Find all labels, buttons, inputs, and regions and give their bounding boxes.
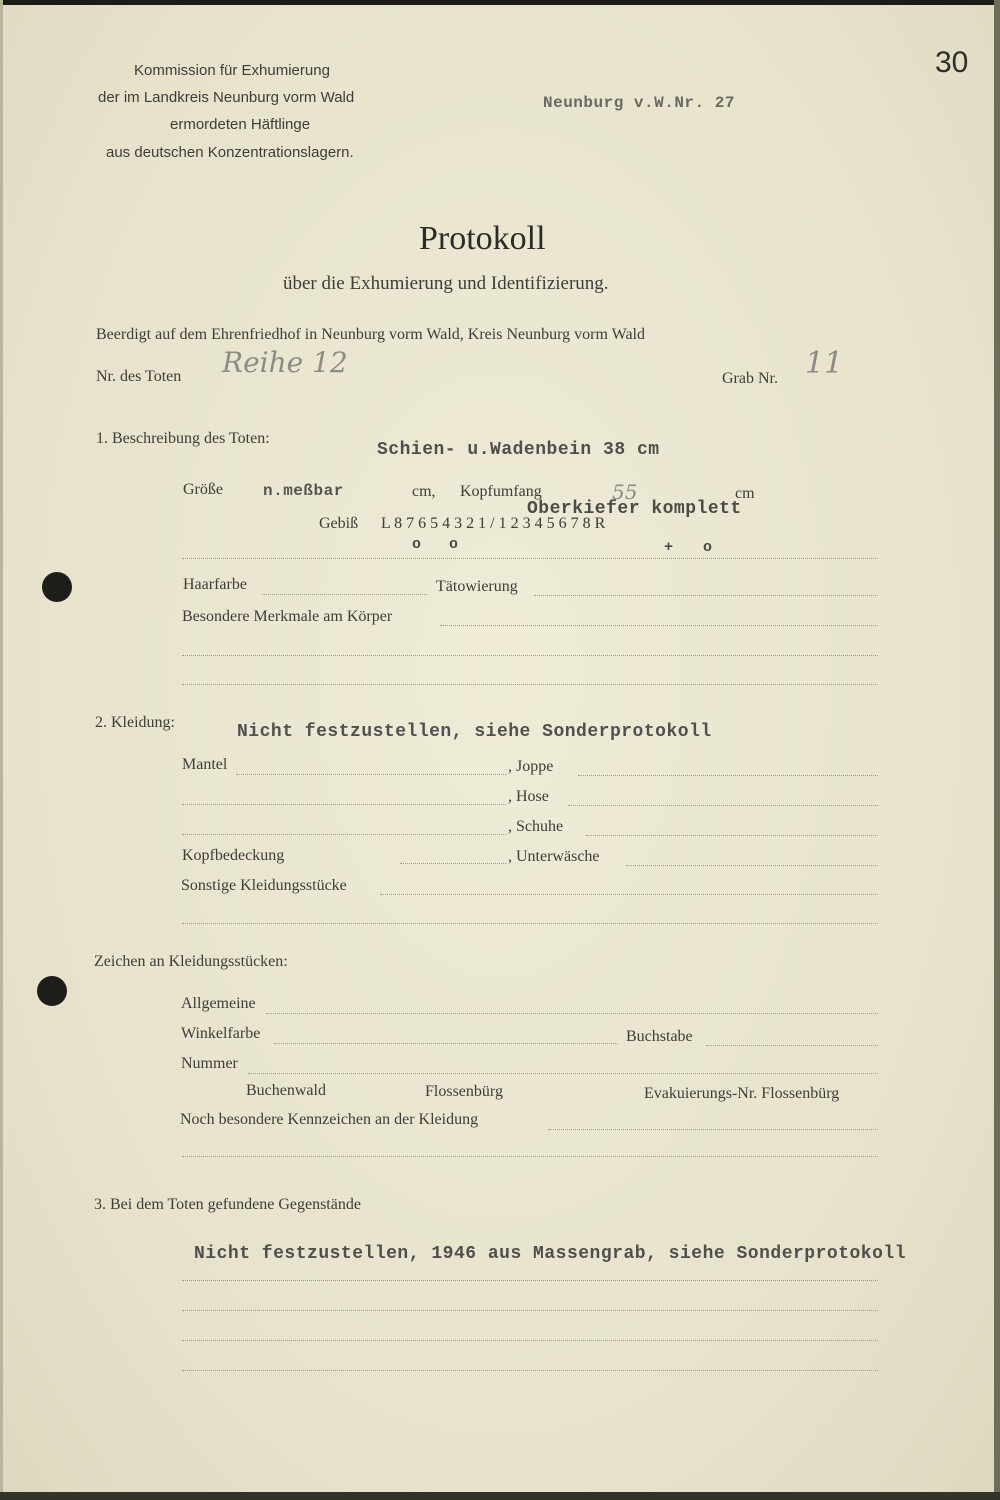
body-features-field: [440, 625, 878, 626]
buchenwald-label: Buchenwald: [246, 1082, 326, 1099]
underwear-label: , Unterwäsche: [508, 848, 600, 865]
right-edge: [994, 0, 1000, 1500]
evacuation-number-label: Evakuierungs-Nr. Flossenbürg: [644, 1085, 840, 1102]
head-circumference-value: 55: [612, 480, 638, 504]
burial-line: Beerdigt auf dem Ehrenfriedhof in Neunburg vorm Wald, Kreis Neunburg vorm Wald: [96, 326, 645, 343]
number-label: Nummer: [181, 1055, 238, 1072]
bottom-edge: [0, 1492, 1000, 1500]
items-line-4: [182, 1370, 878, 1371]
items-line-2: [182, 1310, 878, 1311]
body-features-line-2: [182, 655, 878, 656]
section2-typed-note: Nicht festzustellen, siehe Sonderprotokoll: [237, 722, 712, 742]
hair-color-label: Haarfarbe: [183, 576, 247, 593]
grave-nr-label: Grab Nr.: [722, 370, 778, 387]
trousers-label: , Hose: [508, 788, 549, 805]
commission-line-3: ermordeten Häftlinge: [170, 116, 311, 133]
dead-nr-value: Reihe 12: [222, 346, 348, 379]
section3-heading: 3. Bei dem Toten gefundene Gegenstände: [94, 1196, 361, 1213]
special-marks-field: [548, 1129, 878, 1130]
headwear-field: [400, 863, 506, 864]
shoes-label: , Schuhe: [508, 818, 564, 835]
tattoo-label: Tätowierung: [436, 578, 518, 595]
page-subtitle: über die Exhumierung und Identifizierung.: [283, 273, 609, 294]
trousers-field: [568, 805, 878, 806]
commission-line-1: Kommission für Exhumierung: [134, 62, 330, 79]
headwear-label: Kopfbedeckung: [182, 847, 285, 864]
jacket-field: [578, 775, 878, 776]
marks-heading: Zeichen an Kleidungsstücken:: [94, 953, 288, 970]
coat-label: Mantel: [182, 756, 228, 773]
teeth-marks-right: + o: [664, 539, 713, 556]
section1-typed-note: Schien- u.Wadenbein 38 cm: [377, 440, 660, 460]
number-field: [248, 1073, 878, 1074]
shoes-field: [586, 835, 878, 836]
angle-color-label: Winkelfarbe: [181, 1025, 261, 1042]
other-clothing-line-2: [182, 923, 878, 924]
punch-hole-upper: [42, 572, 72, 602]
section2-heading: 2. Kleidung:: [95, 714, 175, 731]
underwear-field: [626, 865, 878, 866]
special-marks-label: Noch besondere Kennzeichen an der Kleidung: [180, 1111, 479, 1128]
left-edge: [0, 0, 3, 1500]
clothing-line-2: [182, 804, 506, 805]
dead-nr-label: Nr. des Toten: [96, 368, 182, 385]
teeth-typed-note: Oberkiefer komplett: [527, 499, 742, 519]
general-marks-field: [266, 1013, 878, 1014]
coat-field: [236, 774, 506, 775]
clothing-line-3: [182, 834, 506, 835]
angle-color-field: [274, 1043, 618, 1044]
teeth-marks-left: o o: [412, 536, 459, 553]
body-features-label: Besondere Merkmale am Körper: [182, 608, 393, 625]
section3-typed-note: Nicht festzustellen, 1946 aus Massengrab, siehe Sonderprotokoll: [194, 1244, 907, 1264]
height-unit: cm,: [412, 483, 436, 500]
grave-nr-value: 11: [805, 346, 844, 381]
jacket-label: , Joppe: [508, 758, 554, 775]
body-features-line-3: [182, 684, 878, 685]
teeth-line: [182, 558, 878, 559]
teeth-label: Gebiß: [319, 515, 359, 532]
special-marks-line-2: [182, 1156, 878, 1157]
page-title: Protokoll: [419, 220, 546, 257]
general-marks-label: Allgemeine: [181, 995, 256, 1012]
tattoo-field: [534, 595, 878, 596]
head-circumference-unit: cm: [735, 485, 755, 502]
letter-label: Buchstabe: [626, 1028, 693, 1045]
commission-line-4: aus deutschen Konzentrationslagern.: [106, 144, 354, 161]
commission-line-2: der im Landkreis Neunburg vorm Wald: [98, 89, 355, 106]
teeth-scheme: L 8 7 6 5 4 3 2 1 / 1 2 3 4 5 6 7 8 R: [381, 515, 606, 532]
top-edge: [0, 0, 1000, 5]
letter-field: [706, 1045, 878, 1046]
items-line-3: [182, 1340, 878, 1341]
punch-hole-lower: [37, 976, 67, 1006]
section1-heading: 1. Beschreibung des Toten:: [96, 430, 270, 447]
reference-number: Neunburg v.W.Nr. 27: [543, 94, 735, 112]
head-circumference-label: Kopfumfang: [460, 483, 542, 500]
hair-color-field: [262, 594, 427, 595]
other-clothing-field: [380, 894, 878, 895]
items-line-1: [182, 1280, 878, 1281]
flossenburg-label: Flossenbürg: [425, 1083, 503, 1100]
height-value: n.meßbar: [263, 482, 344, 500]
page-number: 30: [935, 46, 969, 79]
height-label: Größe: [183, 481, 223, 498]
other-clothing-label: Sonstige Kleidungsstücke: [181, 877, 347, 894]
